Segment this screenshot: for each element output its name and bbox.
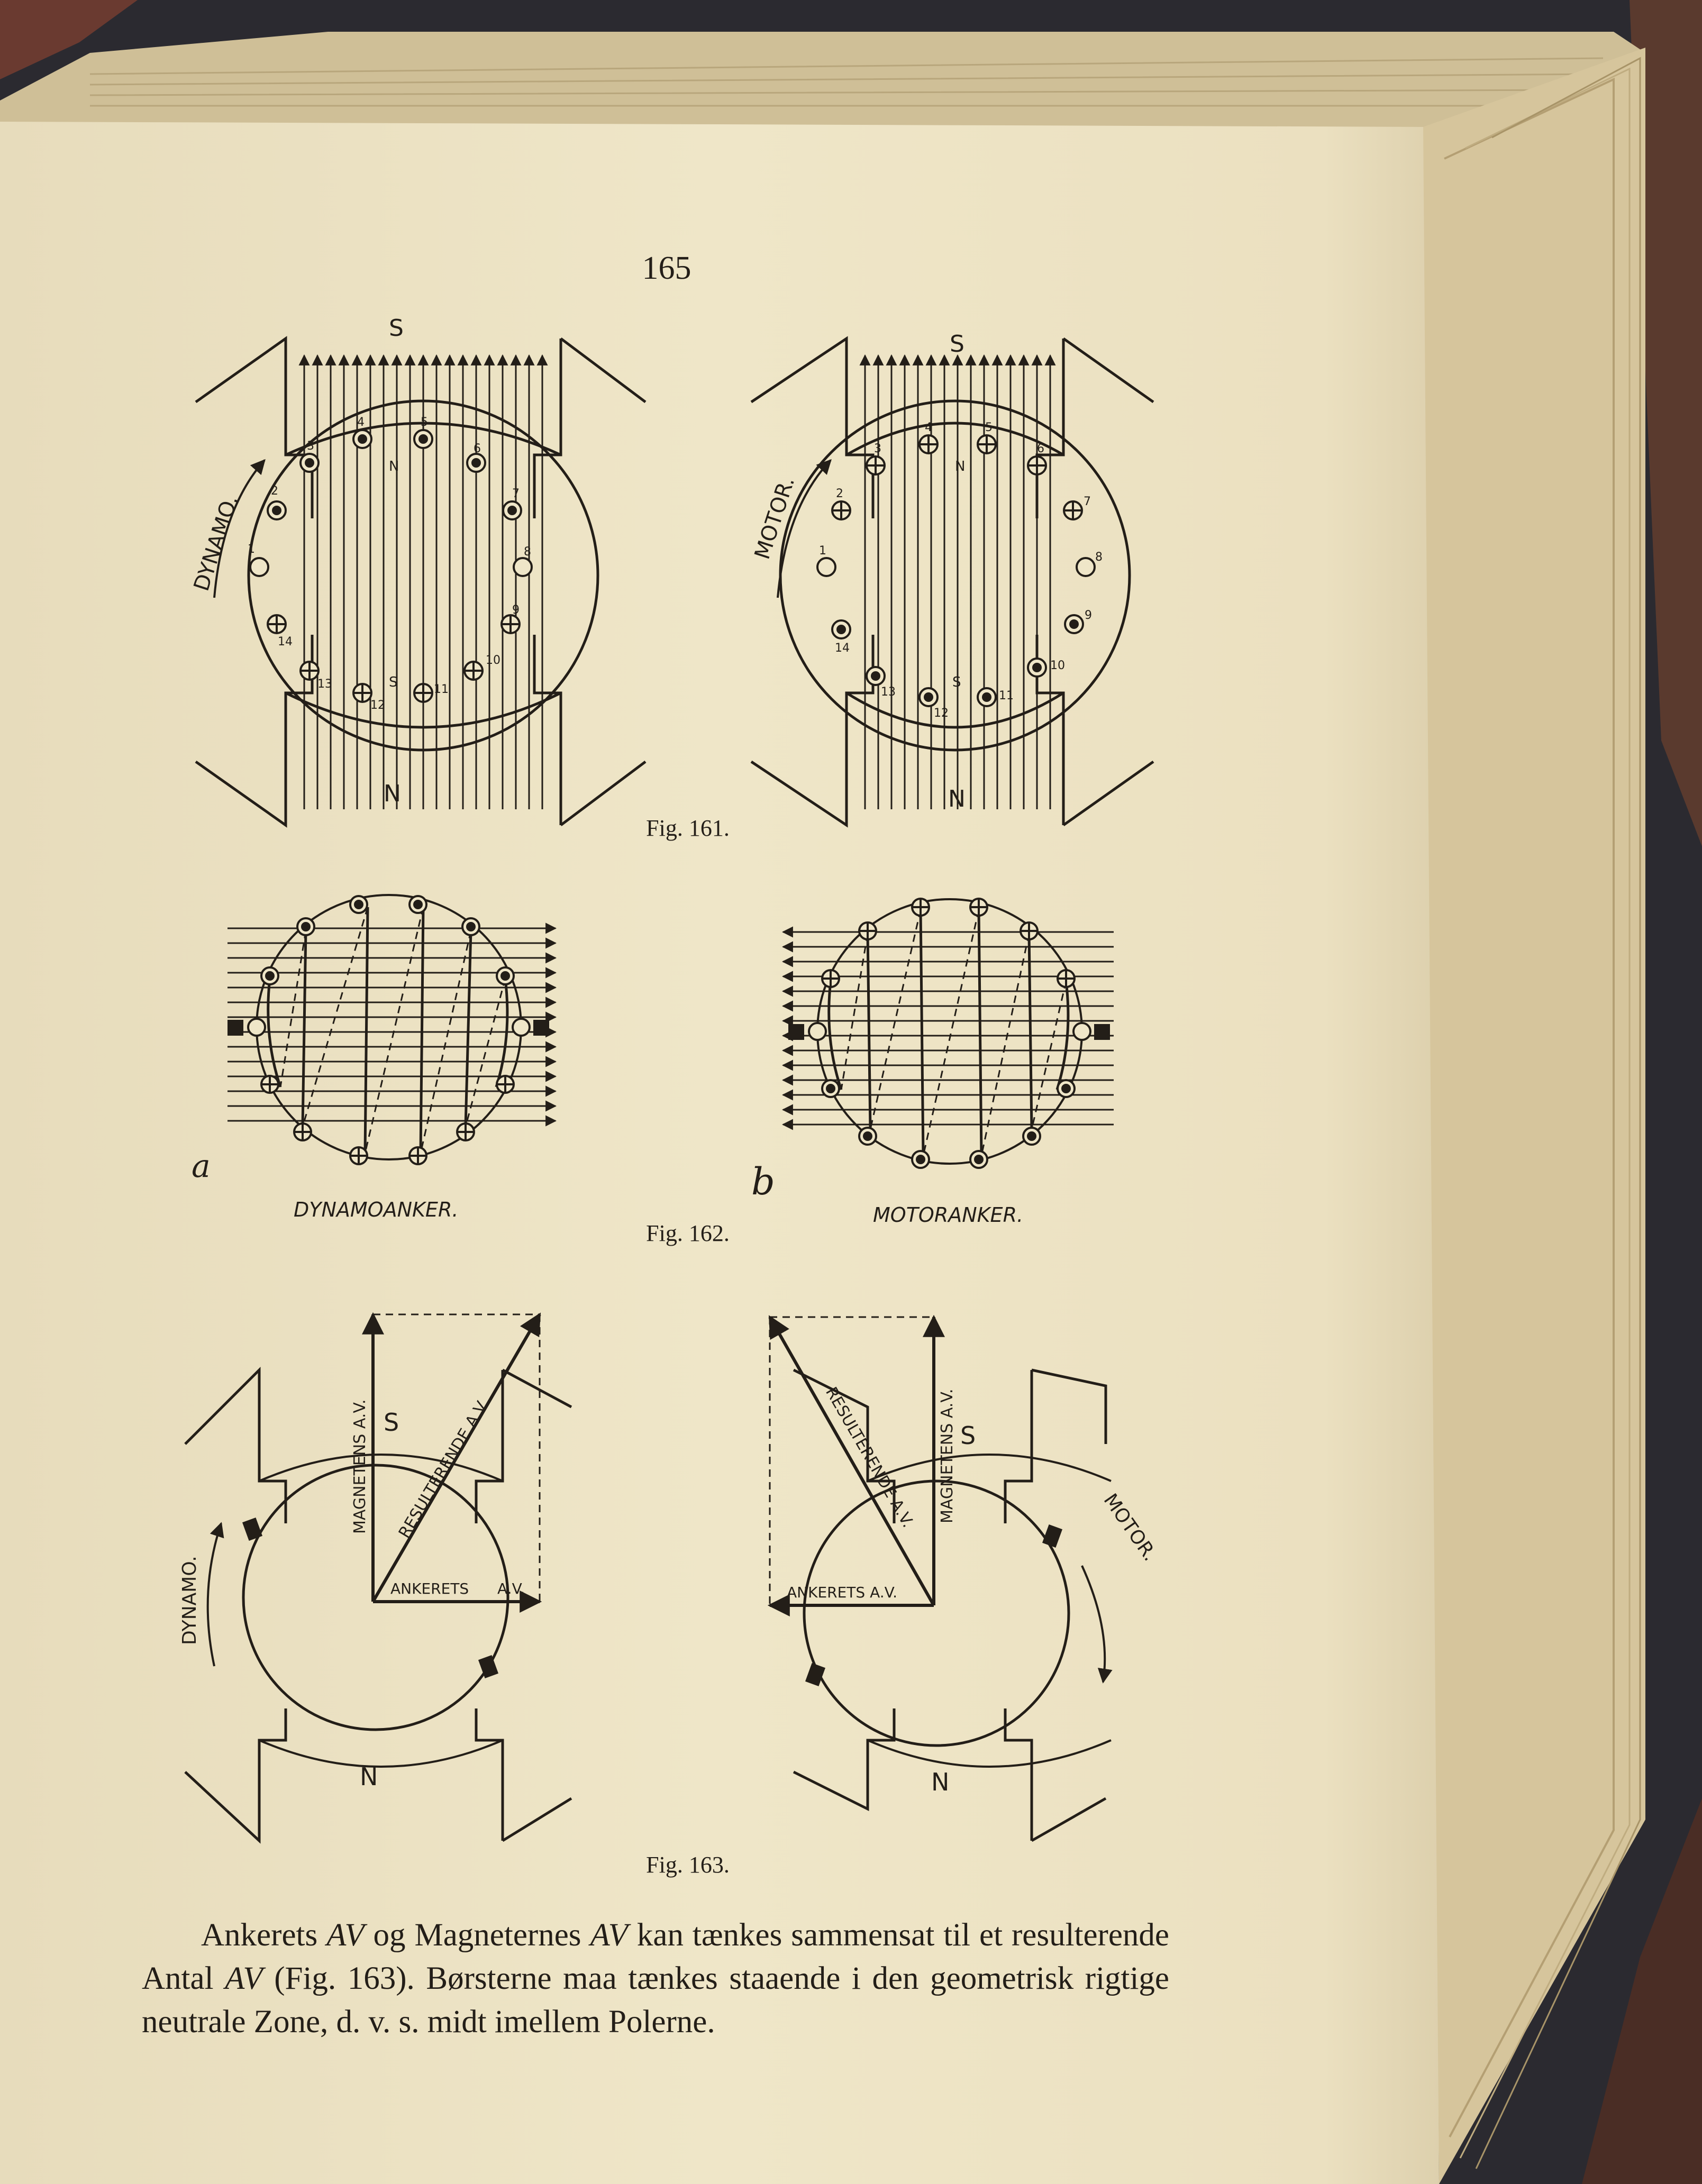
fig163-right-magnet-av: MAGNETENS A.V.: [938, 1388, 957, 1523]
conductor-number: 10: [1050, 659, 1065, 672]
fig163-pole-top-right: S: [960, 1421, 976, 1450]
fig163-left-rotation-label: DYNAMO.: [179, 1556, 201, 1645]
conductor-number: 4: [925, 421, 932, 434]
fig161-pole-top-right: S: [950, 331, 964, 358]
conductor-number: 10: [486, 654, 500, 667]
fig162-motoranker-label: MOTORANKER.: [873, 1203, 1024, 1227]
fig163-right-rotation-label: MOTOR.: [1099, 1489, 1161, 1565]
fig161-pole-top-left: S: [389, 315, 404, 342]
fig163-left-anker-av-a: ANKERETS: [390, 1580, 469, 1597]
fig162-letter-a: a: [192, 1148, 211, 1185]
conductor-number: 8: [524, 545, 531, 559]
conductor-number: 13: [317, 678, 332, 691]
fig163-pole-bottom-left: N: [360, 1762, 378, 1791]
conductor-number: 12: [370, 699, 385, 712]
fig163-left-result-av: RESULTERENDE A.V.: [395, 1395, 493, 1542]
conductor-number: 13: [881, 686, 896, 699]
fig163-left-magnet-av: MAGNETENS A.V.: [351, 1399, 369, 1534]
fig163-left-anker-av-b: A.V.: [497, 1580, 525, 1597]
fig162-letter-b: b: [751, 1160, 775, 1203]
conductor-number: 1: [248, 543, 255, 556]
conductor-number: 9: [512, 604, 520, 617]
paragraph: [142, 1914, 1169, 2044]
conductor-number: 2: [836, 487, 843, 500]
conductor-number: 5: [421, 416, 428, 429]
page-fore-edge: [1423, 48, 1645, 2184]
fig163-right-result-av: RESULTERENDE A.V.: [822, 1384, 917, 1531]
fig161-motor-label: MOTOR.: [750, 473, 800, 563]
conductor-number: 7: [1084, 495, 1091, 508]
text-run: og Magneternes: [364, 1917, 590, 1953]
fig161-caption: Fig. 161.: [646, 815, 730, 841]
conductor-number: 11: [999, 689, 1014, 702]
conductor-number: 3: [307, 440, 314, 453]
page-number: 165: [642, 250, 691, 286]
fig161-armature-bottom-left: S: [389, 674, 398, 690]
fig161-armature-top-left: N: [389, 459, 399, 474]
fig161-dynamo-label: DYNAMO.: [189, 492, 243, 595]
conductor-number: 6: [1037, 442, 1044, 455]
conductor-number: 1: [819, 544, 826, 558]
conductor-number: 9: [1085, 609, 1092, 622]
conductor-number: 4: [357, 416, 365, 429]
conductor-number: 6: [474, 442, 481, 455]
fig163-right-anker-av: ANKERETS A.V.: [787, 1584, 898, 1601]
italic-av: AV: [326, 1917, 365, 1953]
conductor-number: 14: [278, 635, 293, 648]
fig161-pole-bottom-right: N: [948, 785, 966, 812]
italic-av: AV: [225, 1961, 263, 1996]
conductor-number: 7: [512, 487, 520, 500]
fig163-pole-top-left: S: [384, 1408, 399, 1437]
conductor-number: 11: [434, 683, 449, 696]
page-top-edge: [0, 32, 1645, 138]
fig163-caption: Fig. 163.: [646, 1852, 730, 1878]
fig161-pole-bottom-left: N: [384, 780, 401, 807]
conductor-number: 2: [271, 485, 278, 498]
fig161-armature-bottom-right: S: [952, 674, 961, 690]
conductor-number: 8: [1095, 551, 1103, 564]
italic-av: AV: [590, 1917, 628, 1953]
text-run: kan tænkes sammensat til et resulterende Antal: [142, 1917, 1169, 1996]
text-run: (Fig. 163). Børsterne maa tænkes staaende i den geometrisk rigtige neutrale Zone, d. v. s. midt imellem Polerne.: [142, 1961, 1169, 2040]
fig162-dynamoanker-label: DYNAMOANKER.: [294, 1198, 459, 1221]
conductor-number: 14: [835, 642, 850, 655]
conductor-number: 3: [874, 442, 881, 455]
conductor-number: 5: [985, 421, 993, 434]
fig163-pole-bottom-right: N: [931, 1768, 950, 1796]
conductor-number: 12: [934, 707, 949, 720]
body-paragraph: [142, 1914, 1169, 2044]
text-run: Ankerets: [201, 1917, 327, 1953]
fig162-caption: Fig. 162.: [646, 1220, 730, 1246]
fig161-armature-top-right: N: [955, 459, 966, 474]
